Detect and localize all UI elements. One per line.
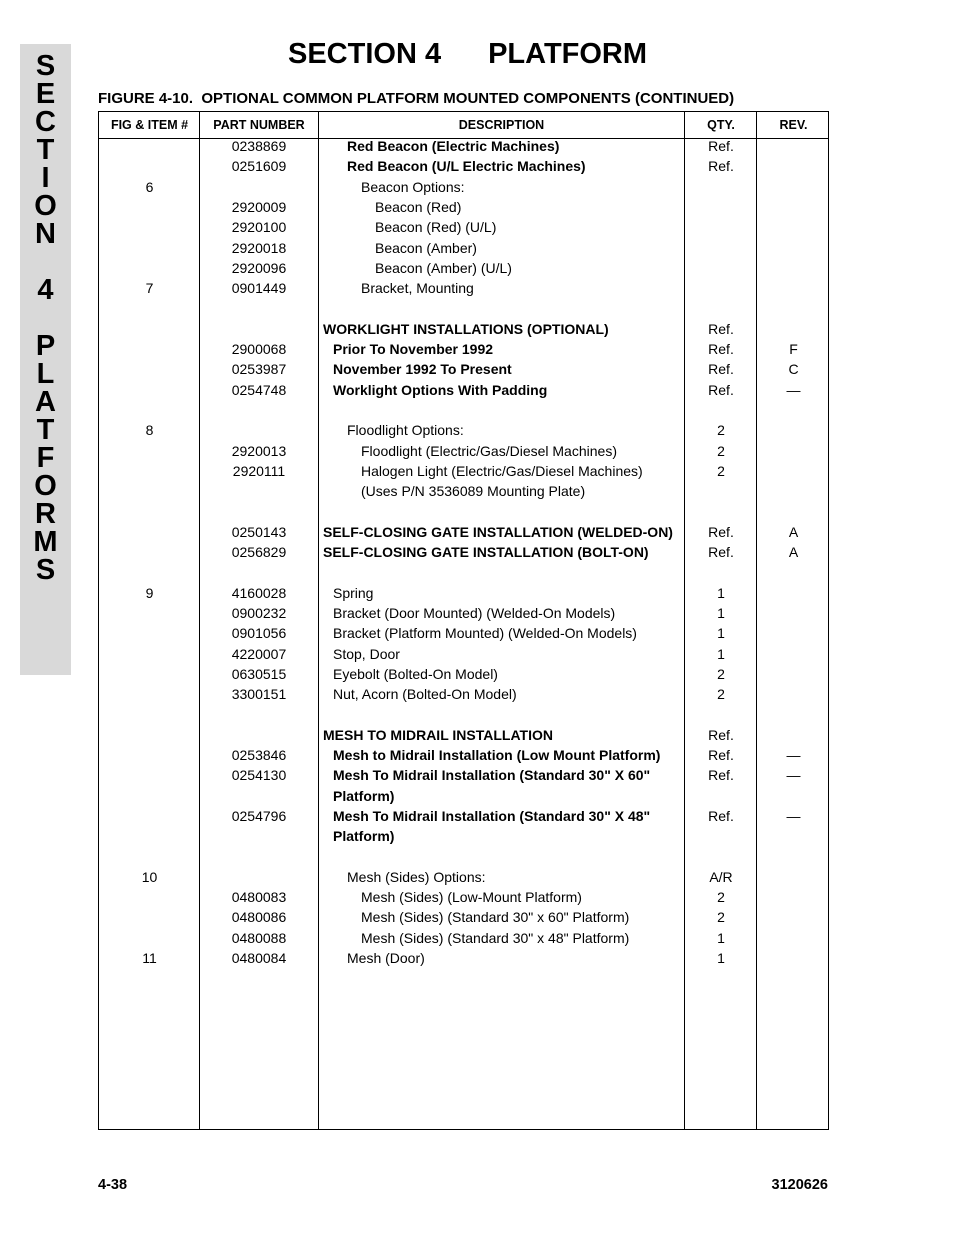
table-row — [99, 441, 828, 461]
table-row — [99, 136, 828, 156]
page-title — [288, 38, 647, 71]
part-number-cell: 2920096 — [231, 259, 287, 276]
column-header-fig: FIG & ITEM # — [110, 118, 189, 132]
column-header-part: PART NUMBER — [213, 118, 305, 132]
document-number: 3120626 — [771, 1177, 828, 1193]
qty-cell: 1 — [717, 645, 725, 662]
description-cell: Beacon (Amber) (U/L) — [375, 259, 512, 276]
qty-cell: 2 — [717, 422, 725, 439]
qty-cell: 2 — [717, 442, 725, 459]
table-row — [99, 644, 828, 664]
fig-item-cell: 9 — [145, 584, 154, 601]
qty-cell: Ref. — [708, 523, 734, 540]
section-title: PLATFORM — [488, 38, 648, 70]
description-cell: Floodlight Options: — [347, 422, 464, 439]
column-header-rev: REV. — [779, 118, 808, 132]
description-cell: November 1992 To Present — [333, 361, 512, 378]
side-tab-letter: T — [36, 414, 55, 446]
description-cell: Mesh (Sides) (Low-Mount Platform) — [361, 889, 582, 906]
description-cell: Bracket, Mounting — [361, 280, 474, 297]
description-cell: Beacon Options: — [361, 178, 465, 195]
table-row — [99, 177, 828, 197]
rev-cell: — — [786, 747, 801, 763]
part-number-cell: 0238869 — [231, 138, 287, 154]
table-row — [99, 664, 828, 684]
rev-cell: — — [786, 381, 801, 398]
side-tab-letter: I — [41, 162, 50, 194]
part-number-cell: 0901449 — [231, 280, 287, 297]
table-row — [99, 826, 828, 846]
qty-cell: 1 — [717, 604, 725, 621]
qty-cell: 1 — [717, 950, 725, 966]
part-number-cell: 0480083 — [231, 889, 287, 906]
qty-cell: Ref. — [708, 767, 734, 784]
table-row — [99, 156, 828, 176]
side-tab-letter: M — [33, 526, 58, 558]
table-row — [99, 238, 828, 258]
description-cell: Halogen Light (Electric/Gas/Diesel Machines) — [361, 462, 643, 479]
description-cell: Spring — [333, 584, 374, 601]
side-tab-letter: S — [35, 554, 56, 586]
part-number-cell: 0480088 — [231, 929, 287, 946]
rev-cell: A — [788, 544, 799, 560]
table-row — [99, 400, 828, 420]
description-cell: Platform) — [333, 787, 395, 804]
table-row — [99, 319, 828, 339]
table-row — [99, 501, 828, 521]
description-cell: Mesh (Sides) Options: — [347, 868, 486, 885]
part-number-cell: 2920100 — [231, 219, 287, 236]
page-number: 4-38 — [98, 1177, 128, 1193]
part-number-cell: 0480086 — [231, 909, 287, 926]
qty-cell: 2 — [717, 889, 725, 906]
description-cell: Beacon (Amber) — [375, 239, 477, 256]
table-row — [99, 684, 828, 704]
section-side-tab — [20, 44, 71, 675]
table-row — [99, 461, 828, 481]
description-cell: Red Beacon (Electric Machines) — [347, 138, 560, 154]
side-tab-letter: S — [35, 50, 56, 82]
part-number-cell: 2920013 — [231, 442, 287, 459]
qty-cell: Ref. — [708, 158, 734, 175]
qty-cell: Ref. — [708, 138, 734, 154]
fig-item-cell: 6 — [145, 178, 154, 195]
table-row — [99, 359, 828, 379]
description-cell: SELF-CLOSING GATE INSTALLATION (BOLT-ON) — [323, 544, 649, 560]
part-number-cell: 0253987 — [231, 361, 287, 378]
column-header-qty: QTY. — [707, 118, 735, 132]
table-row — [99, 928, 828, 948]
side-tab-letter: A — [35, 386, 56, 418]
description-cell: SELF-CLOSING GATE INSTALLATION (WELDED-ON) — [323, 523, 673, 540]
description-cell: Mesh to Midrail Installation (Low Mount Platform) — [333, 747, 661, 763]
qty-cell: 1 — [717, 625, 725, 642]
part-number-cell: 0254796 — [231, 807, 287, 824]
description-cell: Stop, Door — [333, 645, 400, 662]
qty-cell: Ref. — [708, 381, 734, 398]
side-tab-letter: P — [35, 330, 56, 362]
description-cell: Mesh (Sides) (Standard 30" x 60" Platform) — [361, 909, 630, 926]
qty-cell: Ref. — [708, 320, 734, 337]
description-cell: Prior To November 1992 — [333, 341, 494, 357]
description-cell: WORKLIGHT INSTALLATIONS (OPTIONAL) — [323, 320, 609, 337]
side-tab-letter: F — [36, 442, 55, 474]
column-header-description: DESCRIPTION — [458, 118, 545, 132]
table-row — [99, 562, 828, 582]
part-number-cell: 0253846 — [231, 747, 287, 763]
description-cell: Mesh (Sides) (Standard 30" x 48" Platform) — [361, 929, 630, 946]
table-row — [99, 867, 828, 887]
table-row — [99, 765, 828, 785]
description-cell: Beacon (Red) (U/L) — [375, 219, 497, 236]
description-cell: Mesh To Midrail Installation (Standard 30" X 48" — [333, 807, 651, 824]
description-cell: Nut, Acorn (Bolted-On Model) — [333, 686, 517, 703]
description-cell: Bracket (Door Mounted) (Welded-On Models) — [333, 604, 616, 621]
description-cell: Beacon (Red) — [375, 198, 462, 215]
table-row — [99, 217, 828, 237]
table-row — [99, 278, 828, 298]
side-tab-letter: 4 — [37, 274, 54, 306]
table-row — [99, 887, 828, 907]
qty-cell: 1 — [717, 929, 725, 946]
part-number-cell: 0256829 — [231, 544, 287, 560]
qty-cell: 2 — [717, 686, 725, 703]
table-row — [99, 847, 828, 867]
qty-cell: Ref. — [708, 361, 734, 378]
part-number-cell: 3300151 — [231, 686, 287, 703]
table-row — [99, 948, 828, 968]
table-row — [99, 339, 828, 359]
part-number-cell: 0630515 — [231, 665, 287, 682]
table-row — [99, 704, 828, 724]
table-row — [99, 420, 828, 440]
table-row — [99, 522, 828, 542]
qty-cell: Ref. — [708, 807, 734, 824]
qty-cell: Ref. — [708, 747, 734, 763]
part-number-cell: 0254748 — [231, 381, 287, 398]
qty-cell: A/R — [709, 868, 733, 885]
description-cell: Floodlight (Electric/Gas/Diesel Machines) — [361, 442, 617, 459]
part-number-cell: 2920009 — [231, 198, 287, 215]
table-row — [99, 603, 828, 623]
table-row — [99, 380, 828, 400]
qty-cell: Ref. — [708, 726, 734, 743]
rev-cell: — — [786, 807, 801, 824]
qty-cell: 2 — [717, 665, 725, 682]
table-row — [99, 725, 828, 745]
part-number-cell: 4220007 — [231, 645, 287, 662]
table-row — [99, 197, 828, 217]
side-tab-letter: R — [35, 498, 56, 530]
description-cell: Worklight Options With Padding — [333, 381, 548, 398]
part-number-cell: 2920111 — [232, 462, 286, 479]
table-row — [99, 583, 828, 603]
part-number-cell: 0900232 — [231, 604, 287, 621]
table-row — [99, 806, 828, 826]
fig-item-cell: 11 — [142, 950, 157, 966]
fig-item-cell: 8 — [145, 422, 154, 439]
side-tab-letter: N — [35, 218, 56, 250]
description-cell: Platform) — [333, 828, 395, 845]
part-number-cell: 2900068 — [231, 341, 287, 357]
table-row — [99, 542, 828, 562]
qty-cell: Ref. — [708, 341, 734, 357]
side-tab-letter: C — [35, 106, 56, 138]
description-cell: Mesh To Midrail Installation (Standard 30" X 60" — [333, 767, 651, 784]
section-label: SECTION 4 — [288, 38, 442, 70]
qty-cell: Ref. — [708, 544, 734, 560]
table-row — [99, 258, 828, 278]
description-cell: Red Beacon (U/L Electric Machines) — [347, 158, 586, 175]
part-number-cell: 2920018 — [231, 239, 287, 256]
side-tab-letter: O — [34, 190, 57, 222]
qty-cell: 2 — [717, 462, 725, 479]
figure-caption: FIGURE 4-10. OPTIONAL COMMON PLATFORM MOUNTED COMPONENTS (CONTINUED) — [98, 90, 735, 107]
description-cell: Bracket (Platform Mounted) (Welded-On Models) — [333, 625, 637, 642]
table-row — [99, 481, 828, 501]
qty-cell: 1 — [717, 584, 725, 601]
table-row — [99, 786, 828, 806]
side-tab-letter: L — [36, 358, 55, 390]
side-tab-letter: T — [36, 134, 55, 166]
rev-cell: C — [788, 361, 799, 378]
part-number-cell: 0250143 — [231, 523, 287, 540]
rev-cell: F — [789, 341, 798, 357]
rev-cell: — — [786, 767, 801, 784]
side-tab-letter: O — [34, 470, 57, 502]
description-cell: (Uses P/N 3536089 Mounting Plate) — [361, 483, 586, 500]
part-number-cell: 0251609 — [231, 158, 287, 175]
rev-cell: A — [788, 523, 799, 540]
part-number-cell: 0254130 — [231, 767, 287, 784]
parts-table — [98, 111, 829, 1130]
part-number-cell: 0901056 — [231, 625, 287, 642]
fig-item-cell: 10 — [141, 868, 158, 885]
description-cell: Mesh (Door) — [347, 950, 425, 966]
table-row — [99, 298, 828, 318]
part-number-cell: 4160028 — [231, 584, 287, 601]
part-number-cell: 0480084 — [231, 950, 287, 966]
side-tab-letter: E — [35, 78, 56, 110]
qty-cell: 2 — [717, 909, 725, 926]
fig-item-cell: 7 — [145, 280, 154, 297]
description-cell: MESH TO MIDRAIL INSTALLATION — [323, 726, 553, 743]
table-row — [99, 623, 828, 643]
table-row — [99, 745, 828, 765]
description-cell: Eyebolt (Bolted-On Model) — [333, 665, 498, 682]
table-row — [99, 907, 828, 927]
